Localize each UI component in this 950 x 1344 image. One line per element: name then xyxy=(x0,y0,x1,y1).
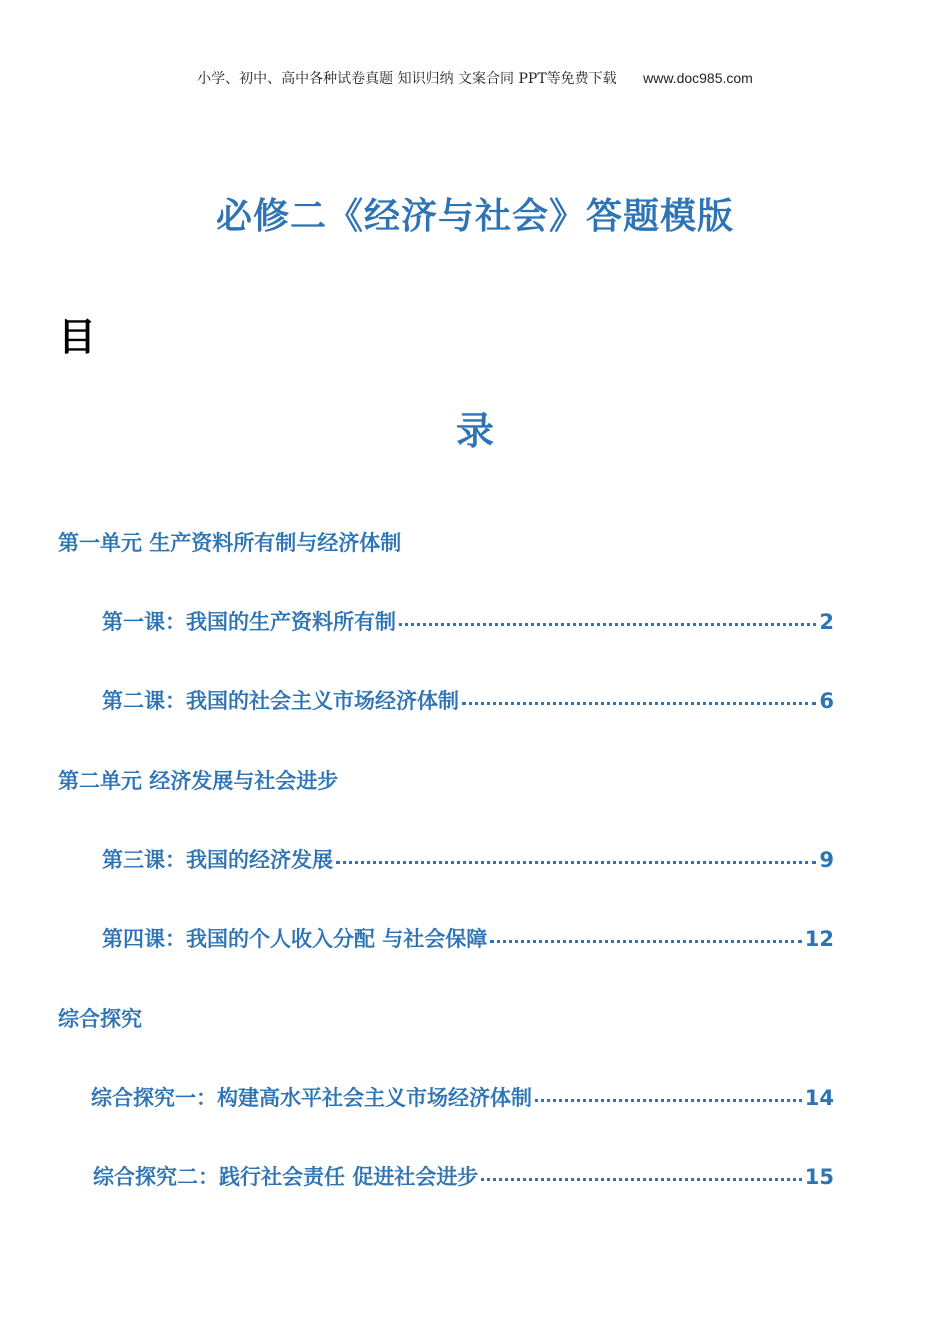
dot-leader xyxy=(490,940,801,943)
toc-entry-page: 6 xyxy=(819,689,834,713)
toc-entry-inquiry-2[interactable] xyxy=(93,1167,834,1188)
toc-entry-page: 2 xyxy=(819,610,834,634)
toc-entry-label: 第四课：我国的个人收入分配 与社会保障 xyxy=(102,927,488,951)
header-url[interactable]: www.doc985.com xyxy=(643,70,753,86)
dot-leader xyxy=(336,861,816,864)
toc-entry-label: 第三课：我国的经济发展 xyxy=(102,848,333,872)
document-title: 必修二《经济与社会》答题模版 xyxy=(215,196,734,237)
toc-entry-label: 第一课：我国的生产资料所有制 xyxy=(102,610,396,634)
toc-entry-page: 15 xyxy=(804,1165,834,1189)
toc-unit-2-title[interactable]: 第二单元 经济发展与社会进步 xyxy=(58,769,339,793)
page-header xyxy=(0,68,950,88)
toc-entry-label: 综合探究一：构建高水平社会主义市场经济体制 xyxy=(91,1086,532,1110)
toc-entry-label: 第二课：我国的社会主义市场经济体制 xyxy=(102,689,459,713)
toc-entry-label: 综合探究二：践行社会责任 促进社会进步 xyxy=(93,1165,479,1189)
toc-entry-page: 9 xyxy=(819,848,834,872)
dot-leader xyxy=(399,623,816,626)
header-text: 小学、初中、高中各种试卷真题 知识归纳 文案合同 PPT等免费下载 xyxy=(197,71,617,87)
toc-entry-lesson-2[interactable] xyxy=(102,691,834,712)
toc-heading-part-2: 录 xyxy=(455,409,494,453)
toc-unit-1-title[interactable]: 第一单元 生产资料所有制与经济体制 xyxy=(58,531,402,555)
toc-entry-page: 12 xyxy=(804,927,834,951)
toc-heading-part-1: 目 xyxy=(58,315,97,359)
toc-entry-lesson-1[interactable] xyxy=(102,612,834,633)
toc-entry-lesson-4[interactable] xyxy=(102,929,834,950)
dot-leader xyxy=(481,1178,801,1181)
dot-leader xyxy=(535,1099,802,1102)
toc-entry-page: 14 xyxy=(804,1086,834,1110)
dot-leader xyxy=(462,702,816,705)
toc-entry-lesson-3[interactable] xyxy=(102,850,834,871)
toc-unit-3-title[interactable]: 综合探究 xyxy=(58,1007,142,1031)
toc-entry-inquiry-1[interactable] xyxy=(91,1088,834,1109)
